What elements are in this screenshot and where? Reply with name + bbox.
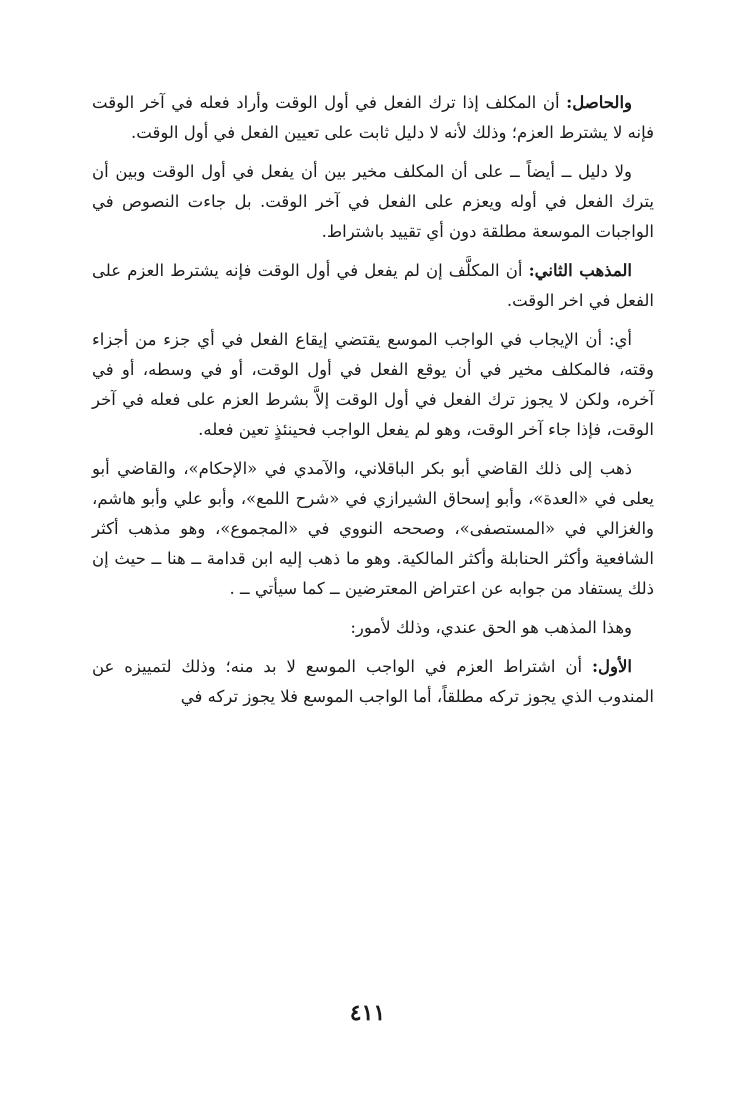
paragraph-lead: الأول:	[591, 657, 632, 676]
paragraph-no-evidence	[92, 157, 654, 247]
paragraph-text: أن المكلف إذا ترك الفعل في أول الوقت وأراد فعله في آخر الوقت فإنه لا يشترط العزم؛ وذلك لأنه لا دليل ثابت على تعيين الفعل في أول الوقت.	[92, 93, 654, 142]
page-number: ٤١١	[349, 1000, 386, 1026]
paragraph-conclusion	[92, 88, 654, 148]
paragraph-explanation	[92, 325, 654, 445]
paragraph-text: ولا دليل ــ أيضاً ــ على أن المكلف مخير بين أن يفعل في أول الوقت وبين أن يترك الفعل في أوله ويعزم على الفعل في آخر الوقت. بل جاءت النصوص في الواجبات الموسعة مطلقة دون أي تقييد باشتراط.	[92, 162, 654, 241]
paragraph-text: ذهب إلى ذلك القاضي أبو بكر الباقلاني، والآمدي في «الإحكام»، والقاضي أبو يعلى في «العدة»، وأبو إسحاق الشيرازي في «شرح اللمع»، وأبو علي وأبو هاشم، والغزالي في «المستصفى»، وصححه النووي في «المجموع»، وهو مذهب أكثر الشافعية وأكثر الحنابلة وأكثر المالكية. وهو ما ذهب إليه ابن قدامة ــ هنا ــ حيث إن ذلك يستفاد من جوابه عن اعتراض المعترضين ــ كما سيأتي ــ .	[92, 459, 654, 598]
page-body	[92, 88, 654, 721]
paragraph-text: وهذا المذهب هو الحق عندي، وذلك لأمور:	[350, 618, 632, 637]
paragraph-lead: والحاصل:	[566, 93, 632, 112]
paragraph-text: أي: أن الإيجاب في الواجب الموسع يقتضي إيقاع الفعل في أي جزء من أجزاء وقته، فالمكلف مخير في أن يوقع الفعل في أول الوقت، أو في وسطه، أو في آخره، ولكن لا يجوز ترك الفعل في أول الوقت إلاَّ بشرط العزم على فعله في آخر الوقت، فإذا جاء آخر الوقت، وهو لم يفعل الواجب فحينئذٍ تعين فعله.	[92, 330, 654, 439]
paragraph-first-reason	[92, 652, 654, 712]
paragraph-text: أن المكلَّف إن لم يفعل في أول الوقت فإنه يشترط العزم على الفعل في اخر الوقت.	[92, 261, 654, 310]
paragraph-text: أن اشتراط العزم في الواجب الموسع لا بد منه؛ وذلك لتمييزه عن المندوب الذي يجوز تركه مطلقاً، أما الواجب الموسع فلا يجوز تركه في	[92, 657, 654, 706]
paragraph-lead: المذهب الثاني:	[528, 261, 632, 280]
paragraph-opinion	[92, 613, 654, 643]
paragraph-second-doctrine	[92, 256, 654, 316]
paragraph-scholars	[92, 454, 654, 604]
